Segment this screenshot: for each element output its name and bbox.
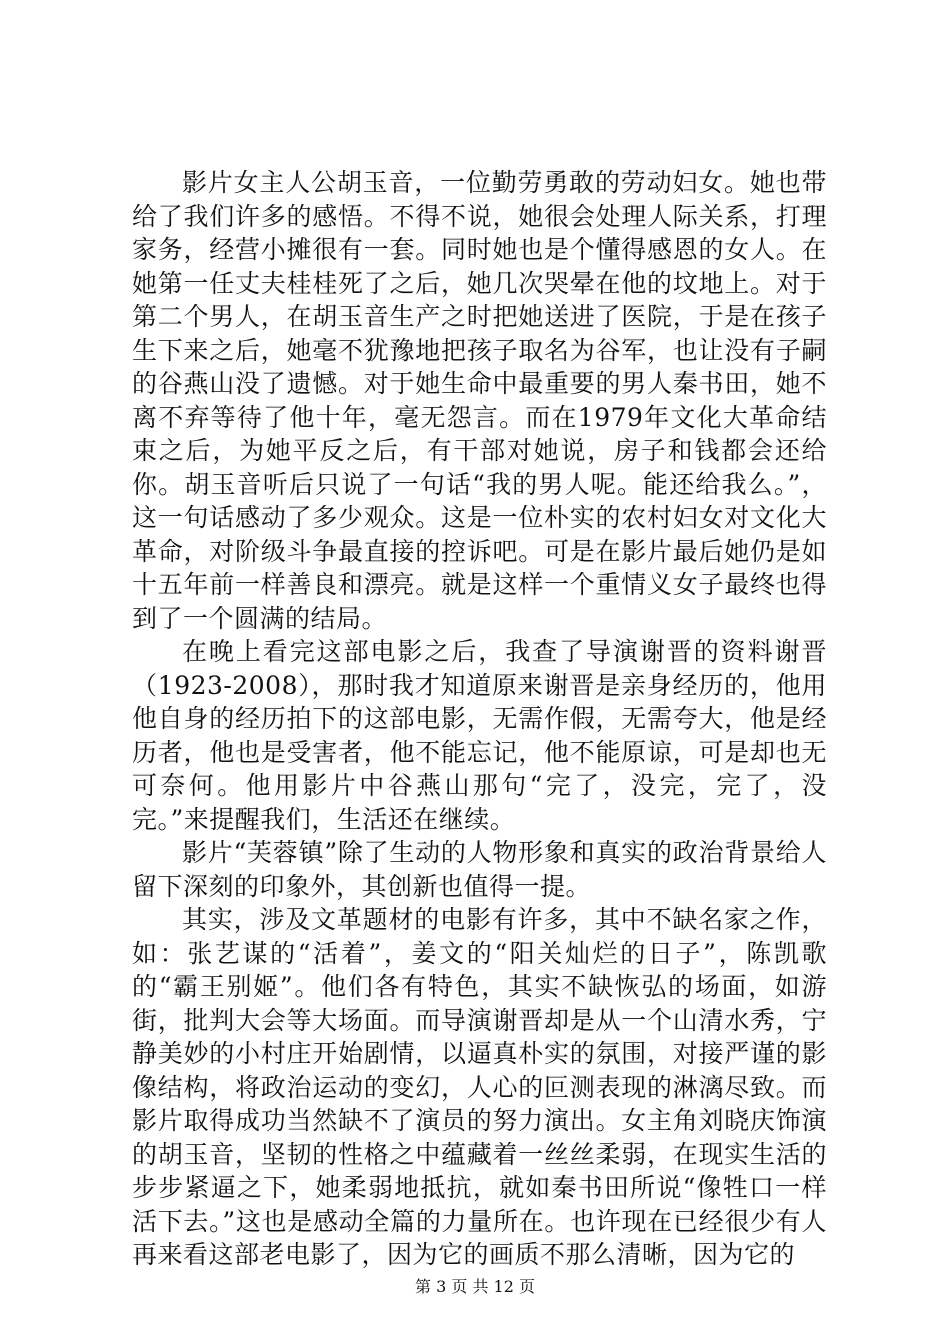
- paragraph-2: 在晚上看完这部电影之后，我查了导演谢晋的资料谢晋（1923-2008），那时我才知道原来谢晋是亲身经历的，他用他自身的经历拍下的这部电影，无需作假，无需夸大，他是经历者，他也是受害者，他不能忘记，他不能原谅，可是却也无可奈何。他用影片中谷燕山那句“完了，没完，完了，没完。”来提醒我们，生活还在继续。: [132, 637, 827, 834]
- document-body: [132, 166, 827, 1272]
- paragraph-4: 其实，涉及文革题材的电影有许多，其中不缺名家之作，如：张艺谋的“活着”，姜文的“阳关灿烂的日子”，陈凯歌的“霸王别姬”。他们各有特色，其实不缺恢弘的场面，如游街，批判大会等大场面。而导演谢晋却是从一个山清水秀，宁静美妙的小村庄开始剧情，以逼真朴实的氛围，对接严谨的影像结构，将政治运动的变幻，人心的叵测表现的淋漓尽致。而影片取得成功当然缺不了演员的努力演出。女主角刘晓庆饰演的胡玉音，坚韧的性格之中蕴藏着一丝丝柔弱，在现实生活的步步紧逼之下，她柔弱地抵抗，就如秦书田所说“像牲口一样活下去。”这也是感动全篇的力量所在。也许现在已经很少有人再来看这部老电影了，因为它的画质不那么清晰，因为它的: [132, 905, 827, 1269]
- page-number-footer: 第 3 页 共 12 页: [415, 1277, 535, 1296]
- paragraph-1: 影片女主人公胡玉音，一位勤劳勇敢的劳动妇女。她也带给了我们许多的感悟。不得不说，她很会处理人际关系，打理家务，经营小摊很有一套。同时她也是个懂得感恩的女人。在她第一任丈夫桂桂死了之后，她几次哭晕在他的坟地上。对于第二个男人，在胡玉音生产之时把她送进了医院，于是在孩子生下来之后，她毫不犹豫地把孩子取名为谷军，也让没有子嗣的谷燕山没了遗憾。对于她生命中最重要的男人秦书田，她不离不弃等待了他十年，毫无怨言。而在1979年文化大革命结束之后，为她平反之后，有干部对她说，房子和钱都会还给你。胡玉音听后只说了一句话“我的男人呢。能还给我么。”，这一句话感动了多少观众。这是一位朴实的农村妇女对文化大革命，对阶级斗争最直接的控诉吧。可是在影片最后她仍是如十五年前一样善良和漂亮。就是这样一个重情义女子最终也得到了一个圆满的结局。: [132, 168, 827, 633]
- paragraph-3: 影片“芙蓉镇”除了生动的人物形象和真实的政治背景给人留下深刻的印象外，其创新也值得一提。: [132, 838, 827, 901]
